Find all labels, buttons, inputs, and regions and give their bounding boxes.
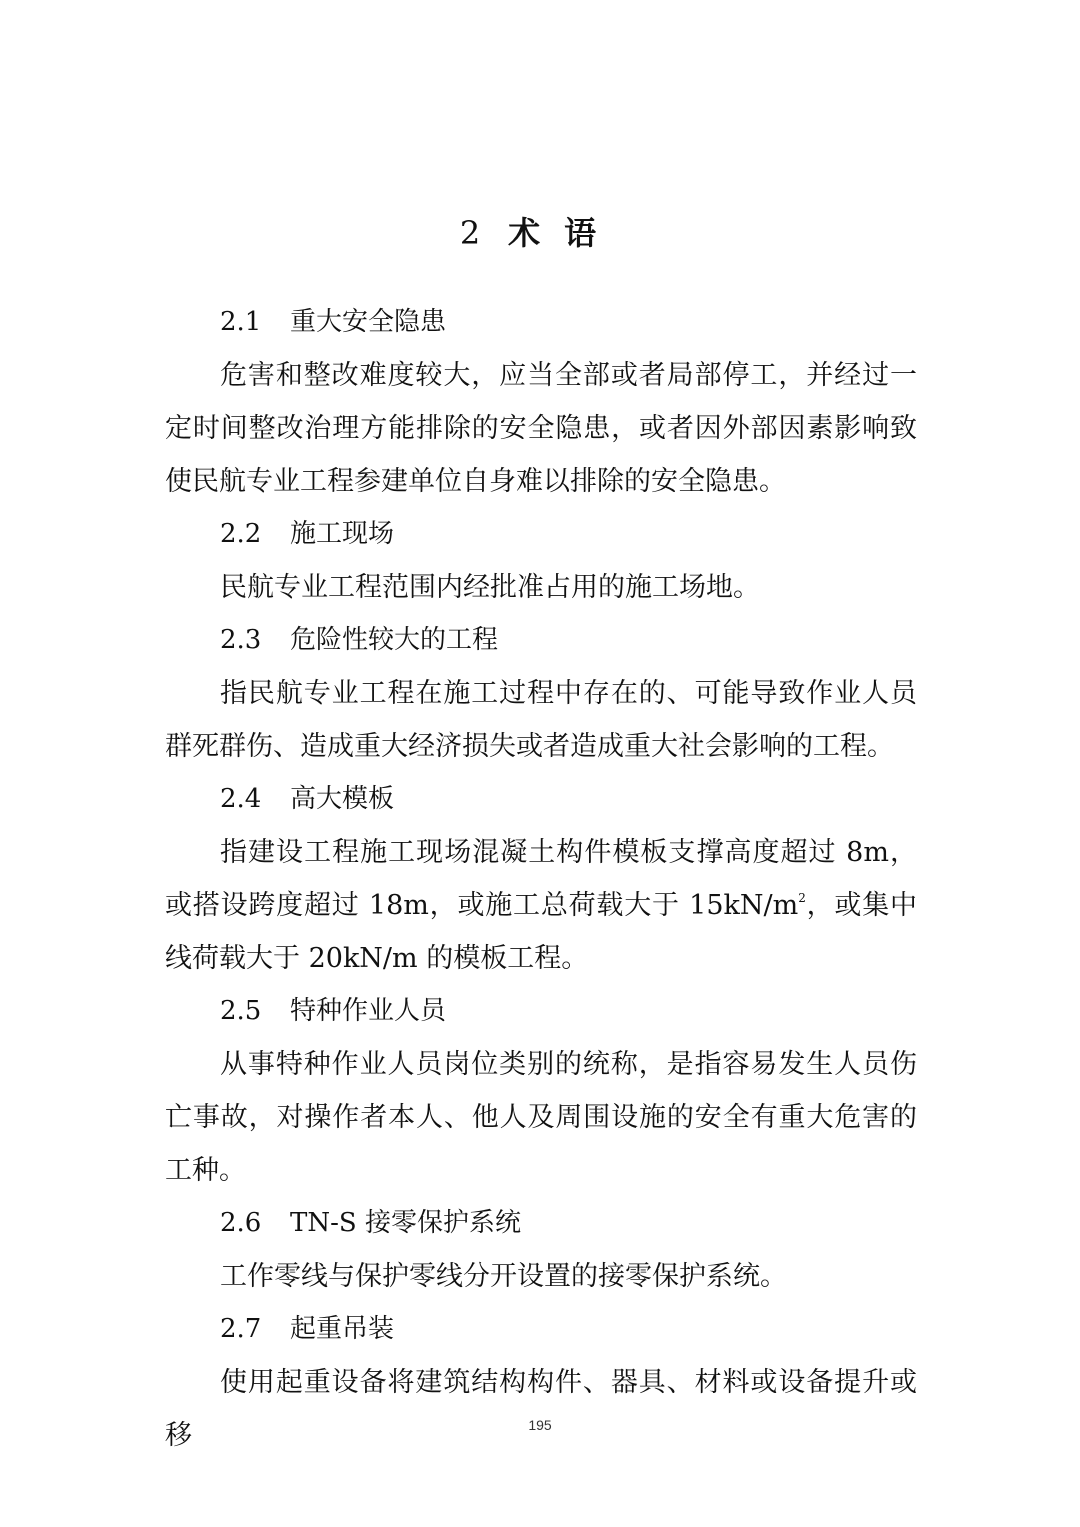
page-number: 195 — [528, 1417, 552, 1433]
term-heading — [165, 985, 917, 1038]
superscript: 2 — [798, 891, 806, 905]
term-number: 2.6 — [220, 1208, 262, 1238]
chapter-title — [0, 208, 1080, 258]
term-number: 2.7 — [220, 1314, 262, 1344]
term-heading — [165, 773, 917, 826]
term-heading — [165, 508, 917, 561]
terms-section — [165, 296, 917, 1462]
term-definition: 危害和整改难度较大，应当全部或者局部停工，并经过一定时间整改治理方能排除的安全隐患，或者因外部因素影响致使民航专业工程参建单位自身难以排除的安全隐患。 — [165, 360, 917, 497]
term-name: TN-S 接零保护系统 — [290, 1208, 521, 1238]
term-definition: 民航专业工程范围内经批准占用的施工场地。 — [220, 572, 760, 603]
term-name: 施工现场 — [290, 519, 395, 549]
term-definition: 从事特种作业人员岗位类别的统称，是指容易发生人员伤亡事故，对操作者本人、他人及周围设施的安全有重大危害的工种。 — [165, 1049, 917, 1186]
term-number: 2.2 — [220, 519, 262, 549]
term-heading — [165, 296, 917, 349]
term-definition: 使用起重设备将建筑结构构件、器具、材料或设备提升或移 — [165, 1367, 917, 1451]
term-definition: 指民航专业工程在施工过程中存在的、可能导致作业人员群死群伤、造成重大经济损失或者造成重大社会影响的工程。 — [165, 678, 917, 762]
chapter-number: 2 — [459, 214, 483, 252]
term-name: 起重吊装 — [290, 1314, 395, 1344]
definition-text: ，或集中线荷载大于 20kN/m 的模板工程。 — [165, 890, 918, 974]
term-number: 2.4 — [220, 784, 262, 814]
term-number: 2.5 — [220, 996, 262, 1026]
chapter-title-text: 术语 — [508, 214, 621, 252]
term-name: 危险性较大的工程 — [290, 625, 499, 655]
term-name: 高大模板 — [290, 784, 395, 814]
term-number: 2.1 — [220, 307, 262, 337]
term-definition — [165, 826, 917, 985]
term-name: 特种作业人员 — [290, 996, 447, 1026]
term-definition: 工作零线与保护零线分开设置的接零保护系统。 — [220, 1261, 787, 1292]
term-number: 2.3 — [220, 625, 262, 655]
term-name: 重大安全隐患 — [290, 307, 447, 337]
definition-text: 指建设工程施工现场混凝土构件模板支撑高度超过 8m，或搭设跨度超过 18m，或施工总荷载大于 15kN/m — [165, 837, 917, 921]
term-heading — [165, 1197, 917, 1250]
term-heading — [165, 1303, 917, 1356]
term-heading — [165, 614, 917, 667]
